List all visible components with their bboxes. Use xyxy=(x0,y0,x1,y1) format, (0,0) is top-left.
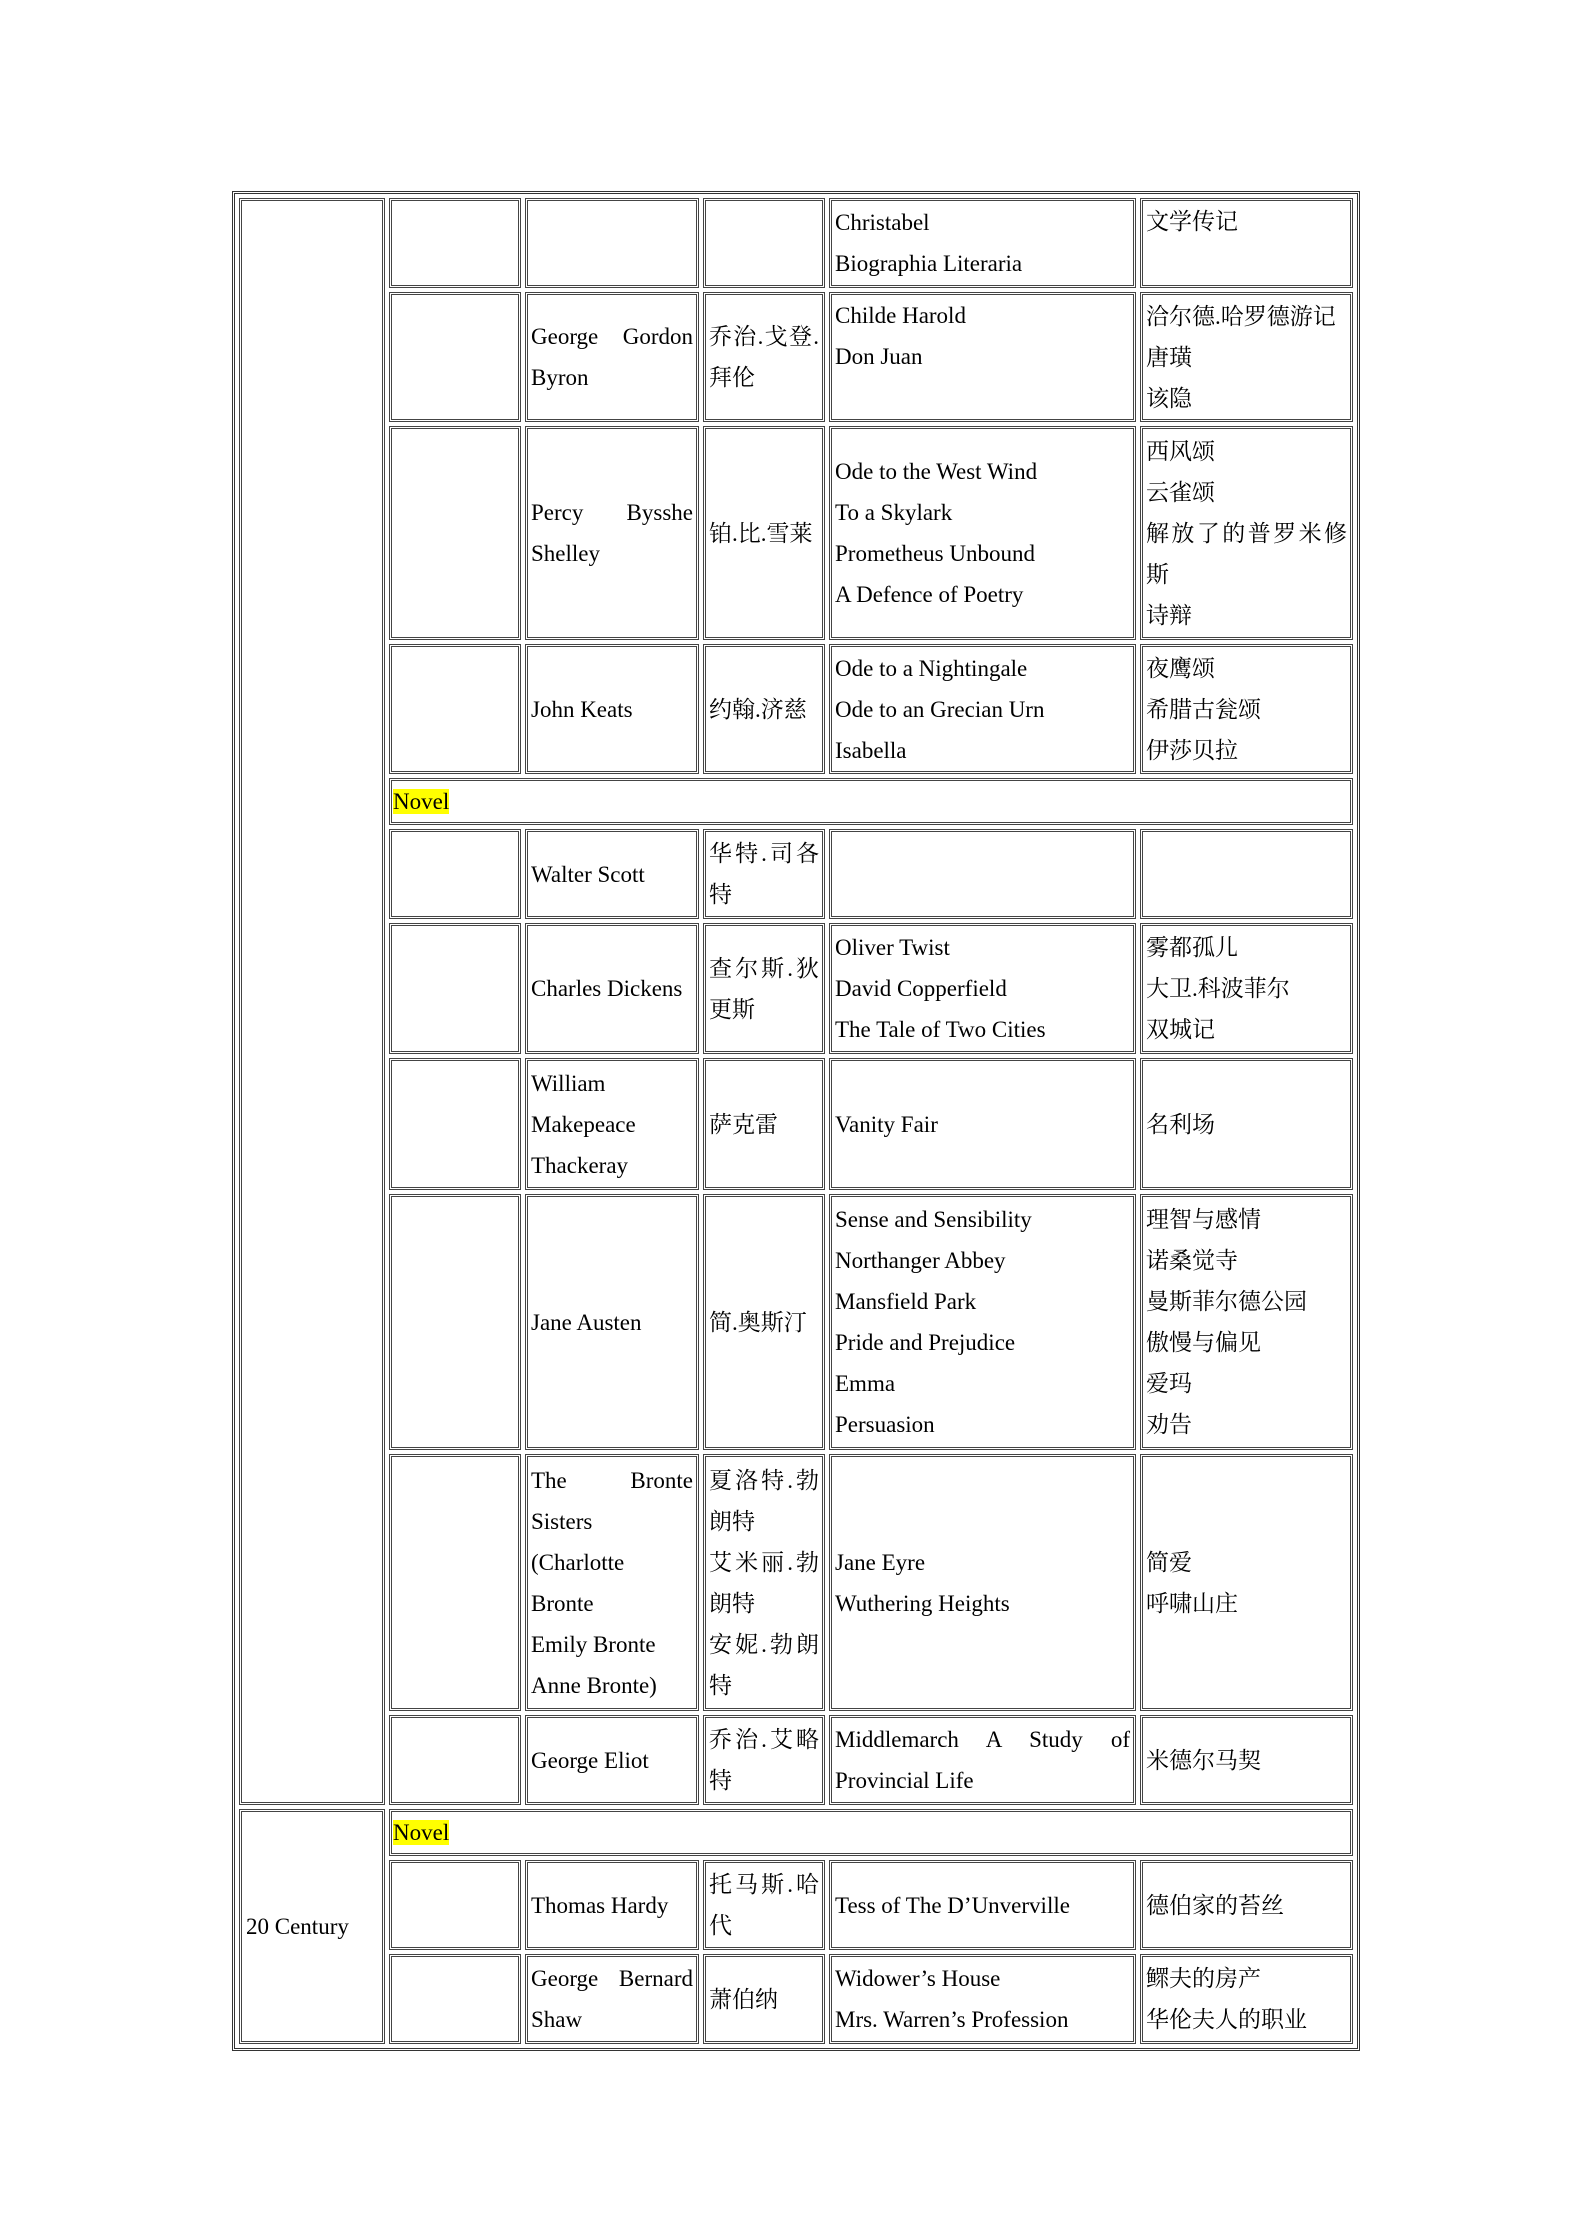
work-title: Don Juan xyxy=(835,344,923,369)
works-cell xyxy=(829,1715,1136,1805)
work-title-cn: 洽尔德.哈罗德游记 xyxy=(1146,303,1336,329)
table-row xyxy=(239,644,1353,774)
works-cell xyxy=(829,644,1136,774)
blank-cell xyxy=(389,1860,521,1950)
work-title: Northanger Abbey xyxy=(835,1248,1006,1273)
work-title-cn: 大卫.科波菲尔 xyxy=(1146,976,1290,1001)
blank-cell xyxy=(389,1194,521,1450)
author-name: Charles Dickens xyxy=(531,976,683,1001)
author-cn-cell xyxy=(703,923,825,1054)
works-cn-cell xyxy=(1140,829,1353,919)
author-cell xyxy=(525,1954,699,2044)
author-cell xyxy=(525,1860,699,1950)
author-cell xyxy=(525,644,699,774)
author-cn-cell xyxy=(703,829,825,919)
work-title: Sense and Sensibility xyxy=(835,1207,1032,1232)
work-title: Middlemarch A Study of Provincial Life xyxy=(835,1727,1130,1793)
work-title-cn: 夜鹰颂 xyxy=(1146,655,1215,681)
work-title: Jane Eyre xyxy=(835,1549,926,1575)
works-cell xyxy=(829,1194,1136,1450)
author-name: William Makepeace Thackeray xyxy=(531,1070,636,1178)
author-name-cn: 安妮.勃朗特 xyxy=(709,1631,819,1698)
author-cell xyxy=(525,198,699,288)
works-cell xyxy=(829,923,1136,1054)
author-name: Anne Bronte) xyxy=(531,1672,657,1698)
author-cell xyxy=(525,829,699,919)
blank-cell xyxy=(389,426,521,640)
work-title: Christabel xyxy=(835,210,930,235)
work-title: Isabella xyxy=(835,737,907,763)
century-cell xyxy=(239,198,385,1805)
blank-cell xyxy=(389,1954,521,2044)
table-row xyxy=(239,1715,1353,1805)
work-title: To a Skylark xyxy=(835,500,953,525)
author-name: Thomas Hardy xyxy=(531,1892,669,1918)
work-title-cn: 劝告 xyxy=(1146,1412,1192,1437)
work-title-cn: 云雀颂 xyxy=(1146,479,1215,505)
work-title: A Defence of Poetry xyxy=(835,582,1024,607)
blank-cell xyxy=(389,829,521,919)
author-cn-cell xyxy=(703,1454,825,1711)
work-title-cn: 解放了的普罗米修斯 xyxy=(1146,520,1347,587)
works-cn-cell xyxy=(1140,1454,1353,1711)
author-name: John Keats xyxy=(531,696,633,722)
author-cn-cell xyxy=(703,1860,825,1950)
table-row xyxy=(239,1809,1353,1856)
author-cell xyxy=(525,426,699,640)
work-title: Wuthering Heights xyxy=(835,1590,1010,1616)
author-name-cn: 艾米丽.勃朗特 xyxy=(709,1549,819,1616)
table-row xyxy=(239,1454,1353,1711)
century-cell xyxy=(239,1809,385,2044)
work-title: Oliver Twist xyxy=(835,935,950,960)
author-name: Walter Scott xyxy=(531,861,645,887)
work-title: Mrs. Warren’s Profession xyxy=(835,2007,1069,2032)
work-title: Prometheus Unbound xyxy=(835,541,1035,566)
author-name-cn: 约翰.济慈 xyxy=(709,696,807,722)
work-title-cn: 爱玛 xyxy=(1146,1371,1192,1396)
author-name: Jane Austen xyxy=(531,1309,642,1335)
author-cell xyxy=(525,292,699,422)
works-cn-cell xyxy=(1140,1194,1353,1450)
author-cell xyxy=(525,1058,699,1190)
author-name-cn: 萧伯纳 xyxy=(709,1986,778,2012)
work-title-cn: 唐璜 xyxy=(1146,344,1192,370)
work-title-cn: 华伦夫人的职业 xyxy=(1146,2007,1307,2032)
author-name-cn: 简.奥斯汀 xyxy=(709,1309,807,1335)
author-name-cn: 托马斯.哈代 xyxy=(709,1872,819,1938)
author-cell xyxy=(525,1454,699,1711)
table-row xyxy=(239,923,1353,1054)
table-row xyxy=(239,1194,1353,1450)
genre-header-cell xyxy=(389,1809,1353,1856)
work-title: Tess of The D’Unverville xyxy=(835,1892,1070,1918)
author-cell xyxy=(525,923,699,1054)
works-cn-cell xyxy=(1140,1058,1353,1190)
table-row xyxy=(239,426,1353,640)
blank-cell xyxy=(389,292,521,422)
author-name-cn: 乔治.艾略特 xyxy=(709,1727,819,1793)
work-title-cn: 简爱 xyxy=(1146,1549,1192,1575)
work-title-cn: 希腊古瓮颂 xyxy=(1146,696,1261,722)
genre-label: Novel xyxy=(393,789,450,814)
work-title: Ode to the West Wind xyxy=(835,459,1038,484)
blank-cell xyxy=(389,923,521,1054)
work-title-cn: 西风颂 xyxy=(1146,438,1215,464)
works-cn-cell xyxy=(1140,1954,1353,2044)
works-cell xyxy=(829,829,1136,919)
table-row xyxy=(239,1058,1353,1190)
works-cell xyxy=(829,1058,1136,1190)
work-title-cn: 雾都孤儿 xyxy=(1146,935,1238,960)
author-cell xyxy=(525,1715,699,1805)
work-title: Ode to a Nightingale xyxy=(835,655,1028,681)
author-name: (Charlotte Bronte xyxy=(531,1549,625,1616)
genre-header-cell xyxy=(389,778,1353,825)
author-name-cn: 萨克雷 xyxy=(709,1111,778,1137)
work-title: Ode to an Grecian Urn xyxy=(835,696,1045,722)
work-title: David Copperfield xyxy=(835,976,1007,1001)
literature-table xyxy=(232,191,1360,2051)
author-name: George Gordon Byron xyxy=(531,324,693,390)
work-title-cn: 双城记 xyxy=(1146,1017,1215,1042)
work-title: Pride and Prejudice xyxy=(835,1330,1016,1355)
author-name-cn: 铂.比.雪莱 xyxy=(709,520,813,546)
work-title-cn: 伊莎贝拉 xyxy=(1146,737,1238,763)
work-title-cn: 文学传记 xyxy=(1146,209,1238,234)
works-cn-cell xyxy=(1140,292,1353,422)
blank-cell xyxy=(389,1058,521,1190)
work-title: The Tale of Two Cities xyxy=(835,1017,1046,1042)
author-cn-cell xyxy=(703,1058,825,1190)
work-title: Mansfield Park xyxy=(835,1289,977,1314)
work-title-cn: 傲慢与偏见 xyxy=(1146,1330,1261,1355)
works-cn-cell xyxy=(1140,923,1353,1054)
works-cell xyxy=(829,1454,1136,1711)
work-title-cn: 呼啸山庄 xyxy=(1146,1590,1238,1616)
table-row xyxy=(239,1860,1353,1950)
author-name-cn: 华特.司各特 xyxy=(709,841,819,907)
table-row xyxy=(239,1954,1353,2044)
work-title-cn: 诗辩 xyxy=(1146,602,1192,628)
author-cn-cell xyxy=(703,1954,825,2044)
work-title-cn: 曼斯菲尔德公园 xyxy=(1146,1289,1307,1314)
work-title-cn: 名利场 xyxy=(1146,1111,1215,1137)
author-cn-cell xyxy=(703,292,825,422)
work-title: Emma xyxy=(835,1371,896,1396)
author-cn-cell xyxy=(703,426,825,640)
century-label: 20 Century xyxy=(246,1914,349,1939)
blank-cell xyxy=(389,1715,521,1805)
works-cell xyxy=(829,426,1136,640)
author-cell xyxy=(525,1194,699,1450)
author-cn-cell xyxy=(703,1715,825,1805)
works-cn-cell xyxy=(1140,1860,1353,1950)
table-row xyxy=(239,198,1353,288)
author-cn-cell xyxy=(703,198,825,288)
author-name: Percy Bysshe Shelley xyxy=(531,500,693,566)
works-cell xyxy=(829,292,1136,422)
work-title: Biographia Literaria xyxy=(835,251,1023,276)
author-name: Emily Bronte xyxy=(531,1631,656,1657)
work-title: Childe Harold xyxy=(835,303,966,328)
works-cn-cell xyxy=(1140,426,1353,640)
works-cell xyxy=(829,1860,1136,1950)
work-title: Vanity Fair xyxy=(835,1111,938,1137)
work-title-cn: 米德尔马契 xyxy=(1146,1747,1261,1773)
genre-label: Novel xyxy=(393,1820,450,1845)
blank-cell xyxy=(389,1454,521,1711)
blank-cell xyxy=(389,198,521,288)
author-cn-cell xyxy=(703,644,825,774)
author-name-cn: 乔治.戈登.拜伦 xyxy=(709,324,819,390)
works-cell xyxy=(829,198,1136,288)
table-row xyxy=(239,829,1353,919)
author-name: The Bronte Sisters xyxy=(531,1467,693,1534)
work-title: Persuasion xyxy=(835,1412,935,1437)
blank-cell xyxy=(389,644,521,774)
author-name-cn: 夏洛特.勃朗特 xyxy=(709,1467,819,1534)
author-name: George Eliot xyxy=(531,1747,649,1773)
works-cn-cell xyxy=(1140,198,1353,288)
author-cn-cell xyxy=(703,1194,825,1450)
works-cn-cell xyxy=(1140,1715,1353,1805)
author-name-cn: 查尔斯.狄更斯 xyxy=(709,955,819,1022)
table-row xyxy=(239,292,1353,422)
work-title: Widower’s House xyxy=(835,1966,1001,1991)
works-cell xyxy=(829,1954,1136,2044)
works-cn-cell xyxy=(1140,644,1353,774)
work-title-cn: 理智与感情 xyxy=(1146,1207,1261,1232)
work-title-cn: 该隐 xyxy=(1146,385,1192,411)
table-row xyxy=(239,778,1353,825)
author-name: George Bernard Shaw xyxy=(531,1966,693,2032)
work-title-cn: 德伯家的苔丝 xyxy=(1146,1892,1284,1918)
work-title-cn: 诺桑觉寺 xyxy=(1146,1248,1238,1273)
work-title-cn: 鳏夫的房产 xyxy=(1146,1966,1261,1991)
